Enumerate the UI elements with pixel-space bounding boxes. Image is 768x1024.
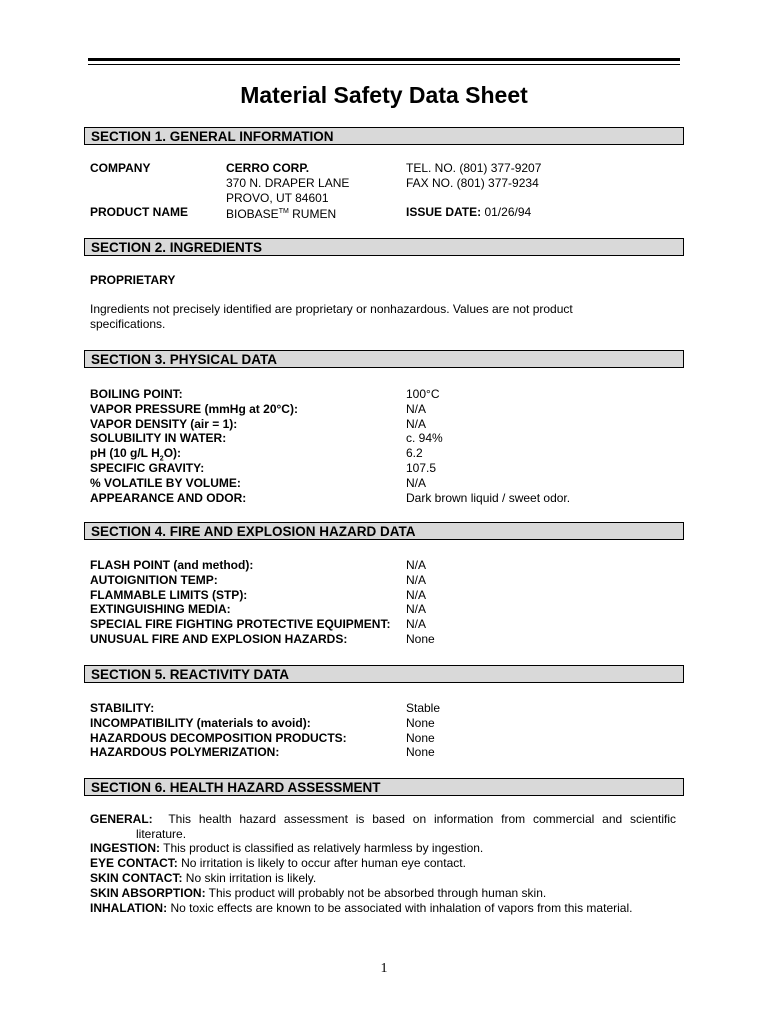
health-item-text: This product will probably not be absorbed through human skin.	[205, 886, 547, 900]
health-item	[90, 841, 483, 855]
health-general-line2: literature.	[136, 827, 187, 841]
physical-row-label: % VOLATILE BY VOLUME:	[90, 475, 241, 490]
section-4-header: SECTION 4. FIRE AND EXPLOSION HAZARD DATA	[84, 522, 684, 540]
fire-row-value: N/A	[406, 617, 427, 632]
product-name-value	[226, 205, 336, 221]
health-general	[90, 812, 676, 827]
fire-row-label: AUTOIGNITION TEMP:	[90, 572, 218, 587]
fire-row-value: N/A	[406, 602, 427, 617]
fire-row-label: FLASH POINT (and method):	[90, 558, 254, 572]
health-general-label: GENERAL:	[90, 812, 153, 826]
company-label: COMPANY	[90, 161, 151, 175]
physical-row-label: VAPOR PRESSURE (mmHg at 20°C):	[90, 401, 298, 416]
physical-row-label-part: pH (10 g/L H	[90, 446, 160, 461]
ingredients-text: Ingredients not precisely identified are proprietary or nonhazardous. Values are not product specifications.	[90, 302, 573, 331]
health-item-text: No irritation is likely to occur after human eye contact.	[177, 856, 466, 870]
fire-row-value: None	[406, 632, 435, 646]
health-item-label: INHALATION:	[90, 901, 168, 915]
top-rule-thin	[88, 64, 680, 65]
section-6-header: SECTION 6. HEALTH HAZARD ASSESSMENT	[84, 778, 684, 796]
company-address-1: 370 N. DRAPER LANE	[226, 176, 350, 190]
issue-date-label: ISSUE DATE:	[406, 205, 482, 219]
health-item-label: EYE CONTACT:	[90, 856, 178, 870]
reactivity-row-label: STABILITY:	[90, 701, 155, 715]
ingredients-heading: PROPRIETARY	[90, 273, 176, 287]
physical-row-label: SOLUBILITY IN WATER:	[90, 431, 227, 446]
section-1-header: SECTION 1. GENERAL INFORMATION	[84, 127, 684, 145]
company-address-2: PROVO, UT 84601	[226, 191, 329, 205]
trademark-mark: TM	[278, 208, 289, 215]
physical-row-label: APPEARANCE AND ODOR:	[90, 490, 247, 505]
health-item-label: SKIN ABSORPTION:	[90, 886, 206, 900]
reactivity-row-label: HAZARDOUS DECOMPOSITION PRODUCTS:	[90, 730, 347, 745]
section-5-header: SECTION 5. REACTIVITY DATA	[84, 665, 684, 683]
document-title: Material Safety Data Sheet	[240, 82, 528, 108]
health-item-label: SKIN CONTACT:	[90, 871, 183, 885]
physical-row-value: N/A	[406, 401, 427, 416]
fire-row-label: EXTINGUISHING MEDIA:	[90, 602, 231, 617]
fire-row-value: N/A	[406, 587, 427, 602]
health-item	[90, 886, 546, 900]
health-item	[90, 901, 632, 915]
physical-row-label-subscript: 2	[159, 455, 164, 463]
page-number: 1	[380, 961, 388, 976]
health-item-label: INGESTION:	[90, 841, 161, 855]
product-name-suffix: RUMEN	[288, 207, 337, 221]
health-item	[90, 871, 316, 885]
reactivity-row-value: None	[406, 745, 435, 760]
health-item-text: No skin irritation is likely.	[182, 871, 317, 885]
fire-row-label: UNUSUAL FIRE AND EXPLOSION HAZARDS:	[90, 632, 348, 646]
health-item	[90, 856, 466, 870]
reactivity-row-label: HAZARDOUS POLYMERIZATION:	[90, 745, 280, 760]
issue-date-value: 01/26/94	[481, 205, 532, 219]
physical-row-value: c. 94%	[406, 431, 443, 446]
health-general-line1: This health hazard assessment is based on information from commercial and scientific	[168, 812, 677, 826]
physical-row-label: BOILING POINT:	[90, 387, 183, 401]
reactivity-row-value: None	[406, 730, 435, 745]
reactivity-row-value: None	[406, 715, 435, 730]
issue-date	[406, 205, 531, 219]
company-name: CERRO CORP.	[226, 161, 310, 175]
section-3-header: SECTION 3. PHYSICAL DATA	[84, 350, 684, 368]
fire-row-label: SPECIAL FIRE FIGHTING PROTECTIVE EQUIPMENT:	[90, 617, 391, 632]
physical-row-value: Dark brown liquid / sweet odor.	[406, 490, 571, 505]
reactivity-row-label: INCOMPATIBILITY (materials to avoid):	[90, 715, 311, 730]
fire-row-value: N/A	[406, 572, 427, 587]
physical-row-value: N/A	[406, 475, 427, 490]
physical-row-label-end: O):	[163, 446, 182, 461]
reactivity-row-value: Stable	[406, 701, 441, 715]
health-item-text: This product is classified as relatively harmless by ingestion.	[160, 841, 484, 855]
physical-row-value: 100°C	[406, 387, 440, 401]
top-rule-thick	[88, 58, 680, 61]
physical-row-label: VAPOR DENSITY (air = 1):	[90, 416, 238, 431]
physical-row-value: 107.5	[406, 461, 437, 475]
section-2-header: SECTION 2. INGREDIENTS	[84, 238, 684, 256]
physical-row-value: 6.2	[406, 446, 423, 461]
fire-row-value: N/A	[406, 558, 427, 572]
physical-row-label: SPECIFIC GRAVITY:	[90, 461, 205, 475]
product-name-label: PRODUCT NAME	[90, 205, 188, 219]
fire-row-label: FLAMMABLE LIMITS (STP):	[90, 587, 248, 602]
physical-row-value: N/A	[406, 416, 427, 431]
company-fax: FAX NO. (801) 377-9234	[406, 176, 539, 190]
product-name-base: BIOBASE	[226, 207, 279, 221]
health-item-text: No toxic effects are known to be associated with inhalation of vapors from this material.	[167, 901, 633, 915]
company-tel: TEL. NO. (801) 377-9207	[406, 161, 542, 175]
